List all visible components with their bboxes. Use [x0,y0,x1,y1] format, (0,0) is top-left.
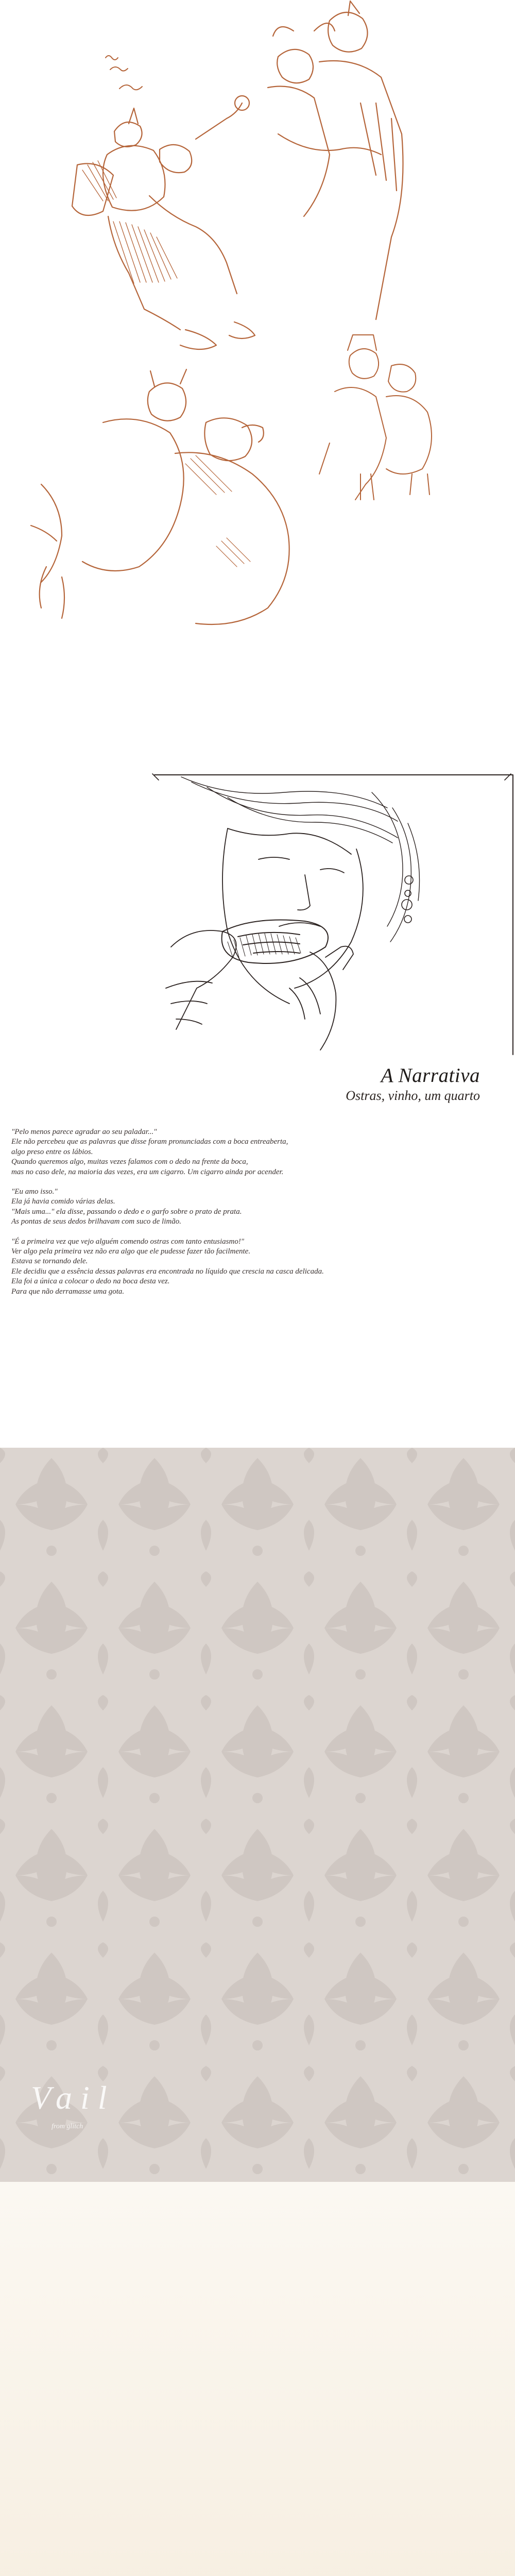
hair-lines [181,777,420,942]
face-lines [222,828,363,1004]
sketch-page [0,0,515,714]
sketch-seated-pair [72,96,255,349]
shell-texture [228,934,301,957]
narrative-line: "É a primeira vez que vejo alguém comendo ostras com tanto entusiasmo!" [11,1237,245,1246]
sketch-embracing-shading [185,455,250,567]
oyster-illustration [150,772,515,1058]
narrative-line: "Pelo menos parece agradar ao seu paladar..." [11,1128,157,1136]
sketch-standing-couple [268,1,403,319]
narrative-line: Ela já havia comido várias delas. [11,1197,115,1206]
narrative-line: Ele não percebeu que as palavras que disse foram pronunciadas com a boca entreaberta, [11,1138,288,1146]
narrative-paragraph [11,1187,403,1227]
narrative-line: mas no caso dele, na maioria das vezes, era um cigarro. Um cigarro ainda por acender. [11,1167,284,1176]
narrative-line: Ela foi a única a colocar o dedo na boca desta vez. [11,1277,170,1286]
damask-pattern [0,1448,515,2182]
narrative-paragraph [11,1127,403,1177]
narrative-line: Para que não derramasse uma gota. [11,1287,125,1296]
date-scribble [106,56,142,90]
narrative-title: A Narrativa [381,1064,480,1087]
hand-with-oyster-painting [0,2182,515,2576]
sketch-seated-shading [82,161,177,283]
narrative-line: "Mais uma..." ela disse, passando o dedo e o garfo sobre o prato de prata. [11,1207,242,1216]
narrative-line: Estava se tornando dele. [11,1257,88,1266]
narrative-paragraph [11,1237,403,1297]
hands [166,930,353,1050]
sketch-illustration [0,0,515,714]
earring [402,876,413,923]
cover-title: Vail [31,2079,115,2116]
narrative-line: "Eu amo isso." [11,1188,58,1196]
narrative-line: algo preso entre os lábios. [11,1147,93,1156]
cover-page [0,1448,515,2182]
narrative-line: Quando queremos algo, muitas vezes falamos com o dedo na frente da boca, [11,1158,248,1166]
narrative-line: Ele decidiu que a essência dessas palavras era encontrada no líquido que crescia na casca delicada. [11,1267,324,1276]
narrative-line: Ver algo pela primeira vez não era algo que ele pudesse fazer tão facilmente. [11,1247,251,1256]
narrative-subtitle: Ostras, vinho, um quarto [346,1088,480,1103]
narrative-body [11,1127,403,1307]
painting-page [0,2182,515,2576]
sketch-embracing-pair [31,369,289,624]
narrative-line: As pontas de seus dedos brilhavam com suco de limão. [11,1217,181,1226]
sketch-small-couple [319,335,432,500]
illustration-frame [154,775,513,1055]
narrative-page [0,714,515,1448]
cover-signature: from glitch [52,2123,83,2130]
